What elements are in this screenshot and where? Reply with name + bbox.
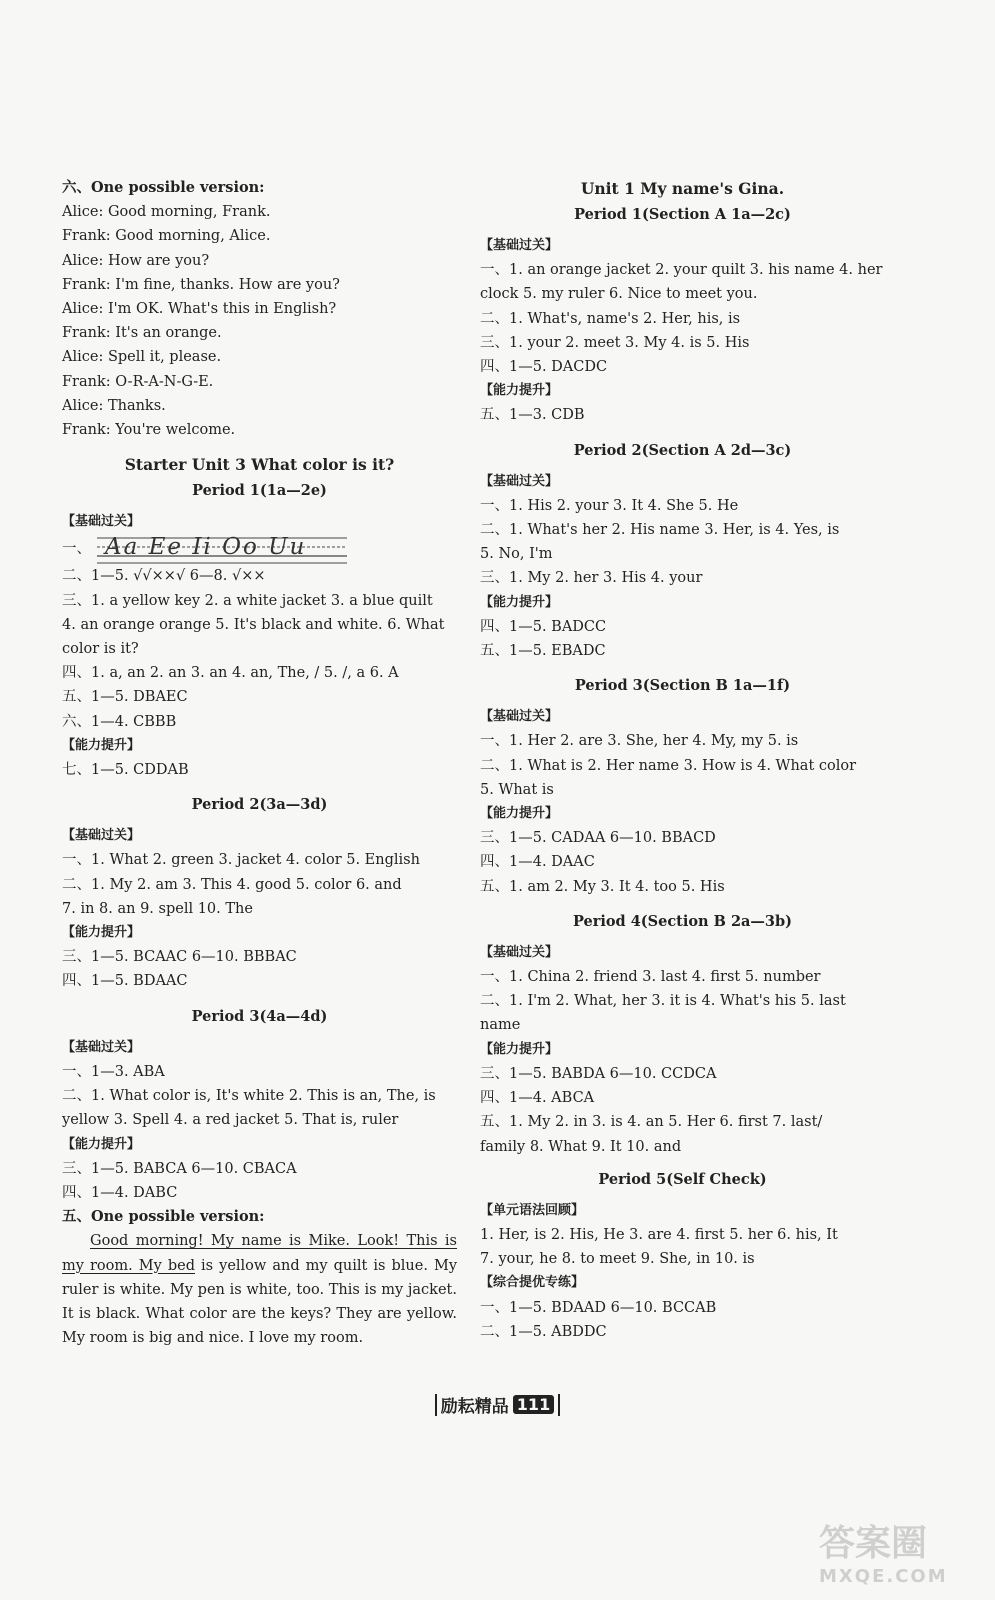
section-label-ability: 【能力提升】 [480,594,559,610]
dialogue-line: Alice: Spell it, please. [62,349,222,366]
answer-line: 二、1—5. √√××√ 6—8. √×× [62,568,266,585]
unit-title-starter-3: Starter Unit 3 What color is it? [124,455,395,475]
answer-line: color is it? [62,641,139,658]
handwriting-line [62,534,457,564]
section-label-basic: 【基础过关】 [480,238,559,253]
dialogue-line: Frank: It's an orange. [62,325,222,342]
page-footer [0,1392,995,1420]
answer-line: 五、1. am 2. My 3. It 4. too 5. His [480,878,725,895]
answer-line: 一、1. What 2. green 3. jacket 4. color 5. English [62,852,420,869]
answer-line: 7. your, he 8. to meet 9. She, in 10. is [480,1251,755,1268]
handwriting-text: Aa Ee Ii Oo Uu [105,534,307,561]
period-title: Period 1(1a—2e) [192,482,327,500]
section-label-comprehensive: 【综合提优专练】 [480,1275,585,1291]
answer-line: 三、1—5. BCAAC 6—10. BBBAC [62,949,297,966]
answer-line: 5. No, I'm [480,546,553,563]
answer-line: 四、1. a, an 2. an 3. an 4. an, The, / 5. /, a 6. A [62,665,399,682]
answer-line: 四、1—5. BDAAC [62,973,188,990]
answer-line: 5. What is [480,781,554,798]
dialogue-line: Alice: How are you? [62,252,210,269]
answer-line: 三、1—5. BABCA 6—10. CBACA [62,1160,297,1177]
answer-line: 二、1—5. ABDDC [480,1323,607,1340]
dialogue-line: Frank: I'm fine, thanks. How are you? [62,276,340,293]
answer-line: 二、1. I'm 2. What, her 3. it is 4. What's his 5. last [480,993,846,1010]
answer-line: 六、1—4. CBBB [62,713,177,730]
essay-paragraph [62,1229,457,1350]
answer-line: 五、1. My 2. in 3. is 4. an 5. Her 6. first 7. last/ [480,1114,823,1131]
dialogue-line: Frank: Good morning, Alice. [62,228,271,245]
essay-text: is yellow and my quilt is blue. My ruler is white. My pen is white, too. This is my jacket. It is black. What color are the keys? They are yellow. My room is big and nice. I love my room. [62,1257,458,1347]
answer-line: name [480,1017,521,1034]
answer-line: 四、1—5. BADCC [480,618,607,635]
period-title: Period 1(Section A 1a—2c) [574,206,791,223]
right-column [480,176,885,1344]
period-title: Period 2(3a—3d) [191,796,328,814]
dialogue-line: Alice: I'm OK. What's this in English? [62,301,337,318]
dialogue-heading: 六、One possible version: [62,179,265,196]
answer-line: 二、1. What color is, It's white 2. This is an, The, is [62,1088,436,1105]
period-title: Period 3(4a—4d) [191,1007,328,1025]
answer-line: 二、1. What is 2. Her name 3. How is 4. What color [480,757,857,774]
answer-line: 三、1. your 2. meet 3. My 4. is 5. His [480,334,750,351]
answer-line: 四、1—4. DAAC [480,854,595,871]
answer-line: 三、1. a yellow key 2. a white jacket 3. a blue quilt [62,592,433,609]
logo-bar-right [558,1394,560,1416]
answer-line: yellow 3. Spell 4. a red jacket 5. That is, ruler [62,1112,399,1129]
answer-line: 五、1—3. CDB [480,407,585,424]
site-watermark [819,1515,969,1590]
section-label-basic: 【基础过关】 [62,514,141,530]
answer-line: 五、1—5. EBADC [480,643,606,660]
watermark-line1: 答案圈 [819,1523,928,1564]
watermark-line2: MXQE.COM [819,1566,948,1587]
answer-line: 二、1. What's, name's 2. Her, his, is [480,310,741,327]
section-label-review: 【单元语法回顾】 [480,1202,585,1218]
dialogue-line: Frank: O-R-A-N-G-E. [62,373,214,390]
answer-line: 三、1—5. BABDA 6—10. CCDCA [480,1065,717,1082]
answer-line: 四、1—4. DABC [62,1184,178,1201]
essay-underlined: Good morning! My name is Mike. Look! This is my room. My bed [62,1233,457,1274]
answer-line: 三、1—5. CADAA 6—10. BBACD [480,830,716,847]
item-number: 一、 [62,541,91,558]
answer-line: 四、1—5. DACDC [480,359,608,376]
answer-line: 三、1. My 2. her 3. His 4. your [480,570,703,587]
answer-line: family 8. What 9. It 10. and [480,1138,682,1155]
section-label-ability: 【能力提升】 [62,1136,141,1152]
section-label-ability: 【能力提升】 [62,737,141,753]
left-column [62,176,457,1350]
dialogue-line: Alice: Good morning, Frank. [62,204,271,221]
answer-line: 二、1. What's her 2. His name 3. Her, is 4. Yes, is [480,522,840,539]
section-label-basic: 【基础过关】 [480,709,559,725]
dialogue-lines [62,200,457,442]
page-number: 111 [513,1395,554,1414]
answer-line: 7. in 8. an 9. spell 10. The [62,900,253,917]
section-label-basic: 【基础过关】 [480,944,559,960]
period-title: Period 2(Section A 2d—3c) [573,441,792,459]
handwriting-image [97,534,347,564]
essay-heading: 五、One possible version: [62,1208,265,1226]
section-label-ability: 【能力提升】 [62,925,141,941]
period-title: Period 5(Self Check) [598,1170,767,1188]
section-label-ability: 【能力提升】 [480,1041,559,1057]
period-title: Period 4(Section B 2a—3b) [572,912,793,930]
answer-line: 一、1. China 2. friend 3. last 4. first 5. number [480,969,821,986]
answer-line: 四、1—4. ABCA [480,1090,595,1107]
answer-line: 一、1. an orange jacket 2. your quilt 3. his name 4. her [480,262,883,279]
answer-line: 五、1—5. DBAEC [62,689,188,706]
logo-bar-left [435,1394,437,1416]
answer-line: 一、1. Her 2. are 3. She, her 4. My, my 5. is [480,733,799,750]
section-label-ability: 【能力提升】 [480,383,559,399]
dialogue-line: Alice: Thanks. [62,397,166,414]
section-label-ability: 【能力提升】 [480,806,559,822]
brand-logo [435,1392,560,1417]
section-label-basic: 【基础过关】 [62,828,141,844]
answer-line: 一、1—3. ABA [62,1063,165,1080]
unit-title-unit-1: Unit 1 My name's Gina. [580,179,785,198]
answer-line: 4. an orange orange 5. It's black and white. 6. What [62,616,445,633]
section-label-basic: 【基础过关】 [62,1039,141,1055]
answer-line: 二、1. My 2. am 3. This 4. good 5. color 6. and [62,876,402,893]
dialogue-line: Frank: You're welcome. [62,422,236,439]
answer-line: 一、1—5. BDAAD 6—10. BCCAB [480,1299,717,1316]
answer-line: 1. Her, is 2. His, He 3. are 4. first 5. her 6. his, It [480,1226,838,1243]
period-title: Period 3(Section B 1a—1f) [574,677,791,695]
answer-line: 一、1. His 2. your 3. It 4. She 5. He [480,497,739,514]
answer-line: clock 5. my ruler 6. Nice to meet you. [480,286,758,303]
brand-name: 励耘精品 [440,1397,509,1417]
answer-line: 七、1—5. CDDAB [62,762,189,779]
section-label-basic: 【基础过关】 [480,473,559,489]
